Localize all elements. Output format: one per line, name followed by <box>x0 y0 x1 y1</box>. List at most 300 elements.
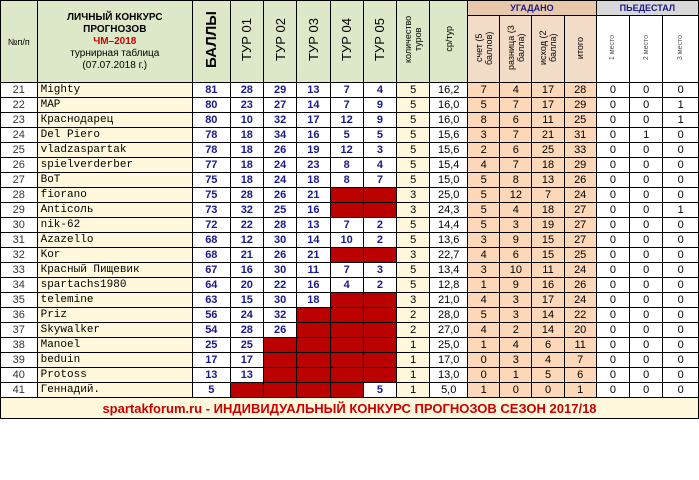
tour-score: 26 <box>263 323 296 338</box>
avg-per-tour: 13,4 <box>430 263 468 278</box>
guessed-score: 5 <box>468 173 500 188</box>
tour-score: 11 <box>297 263 330 278</box>
title-line-3: ЧМ–2018 <box>93 35 137 47</box>
tour-score <box>330 188 363 203</box>
tour-score <box>330 338 363 353</box>
pedestal-place-3: 0 <box>663 278 699 293</box>
tour-score: 4 <box>330 278 363 293</box>
guessed-score: 4 <box>468 248 500 263</box>
tour-header-label: ТУР 05 <box>372 17 388 61</box>
points-total: 78 <box>192 143 230 158</box>
pedestal-place-3: 0 <box>663 353 699 368</box>
tours-count: 3 <box>397 293 430 308</box>
guessed-total: 25 <box>564 113 596 128</box>
participant-name: nik-62 <box>37 218 192 233</box>
pedestal-place-2: 0 <box>630 113 663 128</box>
guessed-outcome: 17 <box>532 98 564 113</box>
tour-score: 22 <box>263 278 296 293</box>
pedestal-col-label: 2 место <box>642 35 650 61</box>
tour-header-label: ТУР 01 <box>239 17 255 61</box>
tour-score: 22 <box>230 218 263 233</box>
tours-count: 1 <box>397 383 430 398</box>
pedestal-place-3: 0 <box>663 308 699 323</box>
pedestal-place-3: 0 <box>663 173 699 188</box>
guessed-score: 8 <box>468 113 500 128</box>
guessed-outcome: 14 <box>532 308 564 323</box>
tour-score: 17 <box>230 353 263 368</box>
points-total: 63 <box>192 293 230 308</box>
tour-score: 21 <box>297 188 330 203</box>
participant-name: Kor <box>37 248 192 263</box>
tour-score: 32 <box>230 203 263 218</box>
avg-per-tour: 12,8 <box>430 278 468 293</box>
points-total: 81 <box>192 83 230 98</box>
tour-score: 30 <box>263 263 296 278</box>
row-number: 26 <box>1 158 38 173</box>
points-total: 25 <box>192 338 230 353</box>
pedestal-place-1: 0 <box>596 293 629 308</box>
participant-name: Skywalker <box>37 323 192 338</box>
participant-name: Azazello <box>37 233 192 248</box>
pedestal-place-1: 0 <box>596 323 629 338</box>
tour-score: 26 <box>263 248 296 263</box>
tour-score: 10 <box>330 233 363 248</box>
guessed-total: 31 <box>564 128 596 143</box>
guessed-diff: 6 <box>500 113 532 128</box>
pedestal-header: ПЬЕДЕСТАЛ <box>596 1 698 16</box>
tour-score: 2 <box>363 233 396 248</box>
pedestal-place-1: 0 <box>596 98 629 113</box>
row-number: 37 <box>1 323 38 338</box>
row-number: 39 <box>1 353 38 368</box>
pedestal-col-3 <box>663 16 699 83</box>
tour-score: 8 <box>330 173 363 188</box>
guessed-score: 0 <box>468 353 500 368</box>
pedestal-place-1: 0 <box>596 158 629 173</box>
count-header <box>397 1 430 83</box>
tour-header-4 <box>330 1 363 83</box>
pedestal-place-2: 0 <box>630 173 663 188</box>
guessed-total: 33 <box>564 143 596 158</box>
tour-score: 7 <box>330 218 363 233</box>
tours-count: 5 <box>397 233 430 248</box>
pedestal-place-1: 0 <box>596 353 629 368</box>
pedestal-place-1: 0 <box>596 383 629 398</box>
tour-score <box>263 368 296 383</box>
tour-score: 7 <box>363 173 396 188</box>
footer-banner: spartakforum.ru - ИНДИВИДУАЛЬНЫЙ КОНКУРС ПРОГНОЗОВ СЕЗОН 2017/18 <box>1 398 699 419</box>
row-number: 23 <box>1 113 38 128</box>
tour-score: 26 <box>263 188 296 203</box>
points-total: 67 <box>192 263 230 278</box>
participant-name: Краснодарец <box>37 113 192 128</box>
tour-score: 28 <box>230 83 263 98</box>
tours-count: 3 <box>397 188 430 203</box>
pedestal-col-2 <box>630 16 663 83</box>
tour-header-1 <box>230 1 263 83</box>
pedestal-place-2: 1 <box>630 128 663 143</box>
tour-score <box>363 293 396 308</box>
pedestal-place-1: 0 <box>596 308 629 323</box>
guessed-score: 5 <box>468 188 500 203</box>
table-row <box>1 383 699 398</box>
pedestal-place-1: 0 <box>596 128 629 143</box>
guessed-outcome: 13 <box>532 173 564 188</box>
participant-name: Anticоль <box>37 203 192 218</box>
title-line-1: ЛИЧНЫЙ КОНКУРС <box>67 11 163 23</box>
row-number: 24 <box>1 128 38 143</box>
guessed-diff: 6 <box>500 143 532 158</box>
guessed-outcome: 16 <box>532 278 564 293</box>
pedestal-place-2: 0 <box>630 83 663 98</box>
guessed-total: 25 <box>564 248 596 263</box>
row-number: 22 <box>1 98 38 113</box>
guessed-score: 1 <box>468 338 500 353</box>
tour-score: 25 <box>263 203 296 218</box>
points-total: 72 <box>192 218 230 233</box>
pedestal-place-2: 0 <box>630 278 663 293</box>
avg-header <box>430 1 468 83</box>
participant-name: beduin <box>37 353 192 368</box>
count-header-label: количество туров <box>403 15 424 63</box>
tour-score: 3 <box>363 143 396 158</box>
pedestal-place-1: 0 <box>596 248 629 263</box>
tours-count: 5 <box>397 278 430 293</box>
guessed-outcome: 4 <box>532 353 564 368</box>
row-number: 34 <box>1 278 38 293</box>
tour-score: 24 <box>230 308 263 323</box>
tour-header-3 <box>297 1 330 83</box>
guessed-total: 24 <box>564 293 596 308</box>
participant-name: telemine <box>37 293 192 308</box>
table-row <box>1 188 699 203</box>
tour-score: 30 <box>263 293 296 308</box>
tour-score: 16 <box>297 203 330 218</box>
participant-name: spartachs1980 <box>37 278 192 293</box>
pedestal-place-3: 0 <box>663 383 699 398</box>
points-total: 73 <box>192 203 230 218</box>
tour-score <box>363 353 396 368</box>
tour-score: 19 <box>297 143 330 158</box>
guessed-total: 29 <box>564 158 596 173</box>
tours-count: 5 <box>397 143 430 158</box>
tours-count: 5 <box>397 218 430 233</box>
guessed-diff: 3 <box>500 293 532 308</box>
avg-per-tour: 15,0 <box>430 173 468 188</box>
guessed-score: 5 <box>468 218 500 233</box>
guessed-outcome: 18 <box>532 158 564 173</box>
guessed-total: 11 <box>564 338 596 353</box>
tour-score <box>330 383 363 398</box>
guessed-diff: 7 <box>500 128 532 143</box>
pedestal-place-1: 0 <box>596 263 629 278</box>
standings-body <box>1 83 699 398</box>
guessed-score: 3 <box>468 233 500 248</box>
guessed-score: 1 <box>468 383 500 398</box>
guessed-outcome: 15 <box>532 248 564 263</box>
tour-score: 8 <box>330 158 363 173</box>
tour-score <box>330 293 363 308</box>
tour-score: 5 <box>330 128 363 143</box>
tour-score <box>363 338 396 353</box>
tour-score: 3 <box>363 263 396 278</box>
table-row <box>1 158 699 173</box>
avg-per-tour: 16,0 <box>430 113 468 128</box>
guessed-total: 24 <box>564 188 596 203</box>
guessed-diff: 4 <box>500 83 532 98</box>
tour-score: 18 <box>230 143 263 158</box>
tour-score: 34 <box>263 128 296 143</box>
title-line-4: турнирная таблица <box>70 47 160 59</box>
tours-count: 3 <box>397 248 430 263</box>
tour-score: 4 <box>363 158 396 173</box>
pedestal-place-2: 0 <box>630 98 663 113</box>
tour-score: 13 <box>297 218 330 233</box>
tour-score <box>330 353 363 368</box>
tour-header-2 <box>263 1 296 83</box>
tour-score: 21 <box>230 248 263 263</box>
tour-score <box>330 368 363 383</box>
table-row <box>1 353 699 368</box>
tours-count: 5 <box>397 128 430 143</box>
tour-score: 23 <box>297 158 330 173</box>
pedestal-place-1: 0 <box>596 368 629 383</box>
guessed-header: УГАДАНО <box>468 1 597 16</box>
participant-name: spielverderber <box>37 158 192 173</box>
tour-score: 25 <box>230 338 263 353</box>
guessed-score: 5 <box>468 203 500 218</box>
tour-score: 20 <box>230 278 263 293</box>
pedestal-place-2: 0 <box>630 383 663 398</box>
pedestal-place-1: 0 <box>596 83 629 98</box>
avg-per-tour: 5,0 <box>430 383 468 398</box>
avg-per-tour: 15,4 <box>430 158 468 173</box>
guessed-diff: 2 <box>500 323 532 338</box>
guessed-diff: 4 <box>500 338 532 353</box>
guessed-outcome: 7 <box>532 188 564 203</box>
table-row <box>1 293 699 308</box>
avg-per-tour: 22,7 <box>430 248 468 263</box>
points-header-label: БАЛЛЫ <box>202 10 220 68</box>
guessed-outcome: 11 <box>532 113 564 128</box>
guessed-total: 1 <box>564 383 596 398</box>
pedestal-place-3: 0 <box>663 338 699 353</box>
tour-score: 24 <box>263 173 296 188</box>
row-number: 38 <box>1 338 38 353</box>
pedestal-place-2: 0 <box>630 338 663 353</box>
points-total: 17 <box>192 353 230 368</box>
row-number: 36 <box>1 308 38 323</box>
guessed-total: 26 <box>564 278 596 293</box>
table-row <box>1 278 699 293</box>
avg-header-label: ср/тур <box>443 26 454 52</box>
tours-count: 5 <box>397 98 430 113</box>
guessed-diff: 4 <box>500 203 532 218</box>
tour-score: 30 <box>263 233 296 248</box>
table-row <box>1 323 699 338</box>
tour-score <box>330 323 363 338</box>
guessed-diff: 6 <box>500 248 532 263</box>
guessed-score: 4 <box>468 323 500 338</box>
tour-header-label: ТУР 02 <box>272 17 288 61</box>
points-total: 75 <box>192 173 230 188</box>
tour-score: 15 <box>230 293 263 308</box>
guessed-diff: 9 <box>500 233 532 248</box>
pedestal-place-2: 0 <box>630 218 663 233</box>
guessed-outcome: 0 <box>532 383 564 398</box>
tour-score: 13 <box>297 83 330 98</box>
pedestal-place-3: 0 <box>663 188 699 203</box>
points-total: 78 <box>192 128 230 143</box>
avg-per-tour: 15,6 <box>430 143 468 158</box>
points-total: 54 <box>192 323 230 338</box>
guessed-total: 26 <box>564 173 596 188</box>
tour-score: 7 <box>330 83 363 98</box>
row-number: 28 <box>1 188 38 203</box>
participant-name: Красный Пищевик <box>37 263 192 278</box>
guessed-diff: 7 <box>500 98 532 113</box>
tour-score: 7 <box>330 263 363 278</box>
pedestal-place-2: 0 <box>630 158 663 173</box>
tour-score <box>297 353 330 368</box>
participant-name: fiorano <box>37 188 192 203</box>
tours-count: 2 <box>397 308 430 323</box>
guessed-total: 20 <box>564 323 596 338</box>
avg-per-tour: 13,6 <box>430 233 468 248</box>
pedestal-col-1 <box>596 16 629 83</box>
table-row <box>1 368 699 383</box>
pedestal-place-2: 0 <box>630 248 663 263</box>
pedestal-place-3: 1 <box>663 203 699 218</box>
tour-score <box>297 368 330 383</box>
table-row <box>1 248 699 263</box>
guessed-outcome: 25 <box>532 143 564 158</box>
guessed-diff: 10 <box>500 263 532 278</box>
participant-name: Геннадий. <box>37 383 192 398</box>
tour-score: 13 <box>230 368 263 383</box>
pedestal-place-3: 1 <box>663 113 699 128</box>
tour-score <box>297 383 330 398</box>
tour-score: 5 <box>363 128 396 143</box>
avg-per-tour: 27,0 <box>430 323 468 338</box>
guessed-outcome: 11 <box>532 263 564 278</box>
avg-per-tour: 14,4 <box>430 218 468 233</box>
tour-score: 29 <box>263 83 296 98</box>
page-title <box>37 1 192 83</box>
points-total: 77 <box>192 158 230 173</box>
pedestal-place-3: 0 <box>663 143 699 158</box>
tour-score: 18 <box>297 173 330 188</box>
pedestal-place-3: 0 <box>663 218 699 233</box>
tour-score: 12 <box>330 143 363 158</box>
points-total: 56 <box>192 308 230 323</box>
pedestal-place-1: 0 <box>596 113 629 128</box>
pedestal-place-2: 0 <box>630 293 663 308</box>
avg-per-tour: 25,0 <box>430 338 468 353</box>
table-row <box>1 128 699 143</box>
pedestal-place-2: 0 <box>630 203 663 218</box>
row-number: 27 <box>1 173 38 188</box>
guessed-outcome: 19 <box>532 218 564 233</box>
row-number: 30 <box>1 218 38 233</box>
guessed-col-label: счет (5 баллов) <box>473 31 494 65</box>
row-number: 35 <box>1 293 38 308</box>
tour-score: 23 <box>230 98 263 113</box>
number-header: №п/п <box>1 1 38 83</box>
guessed-col-outcome <box>532 16 564 83</box>
tours-count: 1 <box>397 353 430 368</box>
participant-name: Mighty <box>37 83 192 98</box>
pedestal-place-3: 0 <box>663 233 699 248</box>
table-row <box>1 83 699 98</box>
points-header <box>192 1 230 83</box>
tour-score: 17 <box>297 113 330 128</box>
participant-name: BoT <box>37 173 192 188</box>
table-row <box>1 98 699 113</box>
tour-score <box>330 203 363 218</box>
tours-count: 1 <box>397 338 430 353</box>
tour-header-5 <box>363 1 396 83</box>
pedestal-place-1: 0 <box>596 188 629 203</box>
points-total: 68 <box>192 248 230 263</box>
tour-score <box>297 308 330 323</box>
tour-score: 10 <box>230 113 263 128</box>
tour-score: 16 <box>230 263 263 278</box>
points-total: 68 <box>192 233 230 248</box>
participant-name: Protoss <box>37 368 192 383</box>
guessed-outcome: 6 <box>532 338 564 353</box>
guessed-outcome: 14 <box>532 323 564 338</box>
tours-count: 5 <box>397 263 430 278</box>
pedestal-col-label: 1 место <box>609 35 617 61</box>
participant-name: vladzaspartak <box>37 143 192 158</box>
avg-per-tour: 13,0 <box>430 368 468 383</box>
row-number: 40 <box>1 368 38 383</box>
table-row <box>1 218 699 233</box>
guessed-score: 3 <box>468 263 500 278</box>
row-number: 32 <box>1 248 38 263</box>
pedestal-col-label: 3 место <box>677 35 685 61</box>
points-total: 75 <box>192 188 230 203</box>
tour-score: 28 <box>230 323 263 338</box>
guessed-score: 7 <box>468 83 500 98</box>
tour-score: 18 <box>230 173 263 188</box>
pedestal-place-3: 0 <box>663 323 699 338</box>
tour-score <box>230 383 263 398</box>
guessed-score: 4 <box>468 158 500 173</box>
tours-count: 5 <box>397 83 430 98</box>
guessed-diff: 8 <box>500 173 532 188</box>
title-line-2: ПРОГНОЗОВ <box>83 23 147 35</box>
tour-score: 18 <box>230 128 263 143</box>
tour-score <box>263 353 296 368</box>
pedestal-place-1: 0 <box>596 218 629 233</box>
pedestal-place-2: 0 <box>630 143 663 158</box>
tour-score: 28 <box>230 188 263 203</box>
pedestal-place-1: 0 <box>596 173 629 188</box>
table-row <box>1 233 699 248</box>
avg-per-tour: 21,0 <box>430 293 468 308</box>
pedestal-place-1: 0 <box>596 203 629 218</box>
title-line-5: (07.07.2018 г.) <box>82 59 148 71</box>
guessed-col-label: итого <box>575 36 586 60</box>
tour-score: 32 <box>263 308 296 323</box>
guessed-col-total <box>564 16 596 83</box>
participant-name: Del Piero <box>37 128 192 143</box>
pedestal-place-2: 0 <box>630 233 663 248</box>
points-total: 80 <box>192 113 230 128</box>
avg-per-tour: 28,0 <box>430 308 468 323</box>
